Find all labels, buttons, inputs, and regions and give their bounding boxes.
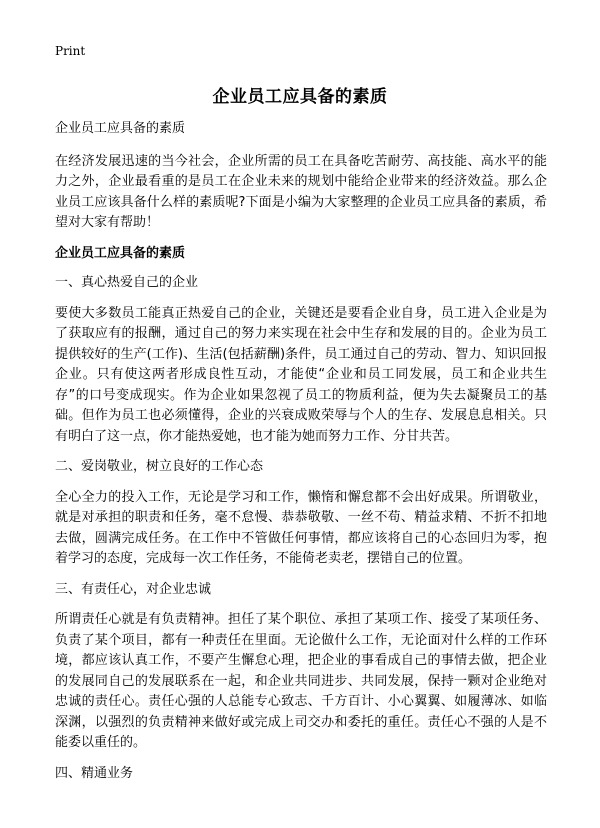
item-body-1: 要使大多数员工能真正热爱自己的企业，关键还是要看企业自身，员工进入企业是为了获取应有的报酬，通过自己的努力来实现在社会中生存和发展的目的。企业为员工提供较好的生产(工作)、生活(包括薪酬)条件，员工通过自己的劳动、智力、知识回报企业。只有使这两者形成良性互动，才能使“企业和员工同发展，员工和企业共生存”的口号变成现实。作为企业如果忽视了员工的物质利益，便为失去凝聚员工的基础。但作为员工也必须懂得，企业的兴衰成败荣辱与个人的生存、发展息息相关。只有明白了这一点，你才能热爱她，也才能为她而努力工作、分甘共苦。: [55, 305, 547, 444]
item-heading-4: 四、精通业务: [55, 765, 134, 781]
intro-paragraph: 在经济发展迅速的当今社会，企业所需的员工在具备吃苦耐劳、高技能、高水平的能力之外，企业最看重的是员工在企业未来的规划中能给企业带来的经济效益。那么企业员工应该具备什么样的素质呢?下面是小编为大家整理的企业员工应具备的素质，希望对大家有帮助！: [55, 153, 547, 230]
page-title: 企业员工应具备的素质: [212, 87, 388, 107]
item-body-3: 所谓责任心就是有负责精神。担任了某个职位、承担了某项工作、接受了某项任务、负责了某个项目，都有一种责任在里面。无论做什么工作，无论面对什么样的工作环境，都应该认真工作，不要产生懈怠心理，把企业的事看成自己的事情去做，把企业的发展同自己的发展联系在一起，和企业共同进步、共同发展，保持一颗对企业绝对忠诚的责任心。责任心强的人总能专心致志、千方百计、小心翼翼、如履薄冰、如临深渊，以强烈的负责精神来做好或完成上司交办和委托的重任。责任心不强的人是不能委以重任的。: [55, 612, 547, 750]
item-heading-1: 一、真心热爱自己的企业: [55, 275, 199, 290]
section-heading: 企业员工应具备的素质: [55, 245, 186, 261]
item-heading-3: 三、有责任心，对企业忠诚: [55, 581, 212, 597]
item-body-2: 全心全力的投入工作，无论是学习和工作，懒惰和懈怠都不会出好成果。所谓敬业，就是对承担的职责和任务，毫不怠慢、恭恭敬敬、一丝不苟、精益求精、不折不扣地去做，圆满完成任务。在工作中不管做任何事情，都应该将自己的心态回归为零，抱着学习的态度，完成每一次工作任务，不能倚老卖老，摆错自己的位置。: [55, 489, 547, 566]
print-link[interactable]: Print: [55, 44, 86, 58]
item-heading-2: 二、爱岗敬业，树立良好的工作心态: [55, 459, 264, 474]
document-subtitle: 企业员工应具备的素质: [55, 121, 186, 136]
document-body: [55, 119, 547, 794]
